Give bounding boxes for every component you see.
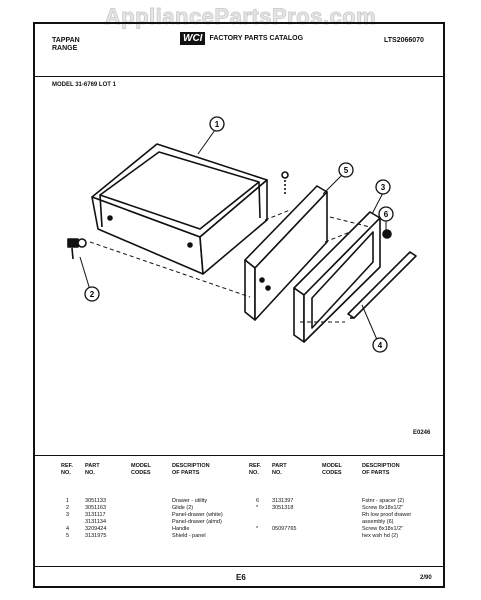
drawer-part: [92, 144, 267, 274]
brand-block: [52, 37, 80, 53]
catalog-date: 2/90: [420, 575, 432, 581]
left-row-1-desc: Drawer - utility: [172, 498, 208, 504]
catalog-header: [180, 32, 303, 45]
callout-4-label: 4: [377, 341, 383, 350]
right-row-4-desc: assembly (6): [362, 519, 394, 525]
left-row-6-ref: 5: [66, 533, 70, 539]
right-row-2-ref: *: [256, 505, 259, 511]
left-row-5-desc: Handle: [172, 526, 190, 532]
left-row-3-ref: 3: [66, 512, 70, 518]
header-ref: REF. NO.: [61, 463, 73, 476]
appliance-type: RANGE: [52, 45, 78, 52]
left-row-3-part: 3131117: [85, 512, 106, 518]
right-row-5-desc: Screw 8x18x1/2": [362, 526, 404, 532]
right-row-1-desc: Fstnr - spacer (2): [362, 498, 405, 504]
footer-rule: [33, 566, 445, 567]
header-model-right: MODEL CODES: [322, 463, 342, 476]
callout-2-label: 2: [89, 290, 95, 299]
catalog-title: FACTORY PARTS CATALOG: [209, 35, 304, 42]
left-row-4-part: 3131134: [85, 519, 107, 525]
right-row-1-part: 3131397: [272, 498, 294, 504]
left-row-5-part: 3209424: [85, 526, 107, 532]
left-row-1-ref: 1: [66, 498, 70, 504]
callout-3-label: 3: [380, 183, 386, 192]
table-top-rule: [33, 455, 445, 456]
left-row-1-part: 3051133: [85, 498, 107, 504]
header-rule: [33, 76, 445, 77]
header-desc: DESCRIPTION OF PARTS: [172, 463, 210, 476]
callout-6-label: 6: [383, 210, 389, 219]
right-row-6-desc: hex wsh hd (2): [362, 533, 399, 539]
callout-1-label: 1: [214, 120, 220, 129]
right-row-1-ref: 6: [256, 498, 260, 504]
right-row-2-part: 3051318: [272, 505, 294, 511]
right-row-5-part: 05097765: [272, 526, 297, 532]
left-row-4-desc: Panel-drawer (almd): [172, 519, 222, 525]
header-part-right: PART NO.: [272, 463, 287, 476]
spacer-part: [383, 230, 391, 238]
left-row-2-desc: Glide (2): [172, 505, 194, 511]
glide-part: [68, 239, 86, 259]
page-code: E6: [236, 573, 246, 582]
catalog-number: LTS2066070: [384, 37, 424, 44]
exploded-parts-diagram: [40, 92, 440, 362]
left-row-2-part: 3051163: [85, 505, 107, 511]
callout-5-label: 5: [343, 166, 349, 175]
left-row-5-ref: 4: [66, 526, 70, 532]
diagram-code: E0246: [413, 430, 431, 436]
left-row-6-part: 3131975: [85, 533, 107, 539]
left-row-2-ref: 2: [66, 505, 70, 511]
header-desc-right: DESCRIPTION OF PARTS: [362, 463, 400, 476]
left-row-3-desc: Panel-drawer (white): [172, 512, 223, 518]
header-ref-right: REF. NO.: [249, 463, 261, 476]
left-row-6-desc: Shield - panel: [172, 533, 206, 539]
right-row-3-desc: Rh low proof drawer: [362, 512, 412, 518]
header-part: PART NO.: [85, 463, 100, 476]
model-line: MODEL 31-6769 LOT 1: [52, 82, 116, 88]
header-model: MODEL CODES: [131, 463, 151, 476]
brand-name: TAPPAN: [52, 37, 80, 44]
wci-logo: WCI: [180, 32, 205, 45]
watermark: AppliancePartsPros.com: [104, 4, 377, 29]
right-row-2-desc: Screw 8x18x1/2": [362, 505, 404, 511]
right-row-5-ref: *: [256, 526, 259, 532]
